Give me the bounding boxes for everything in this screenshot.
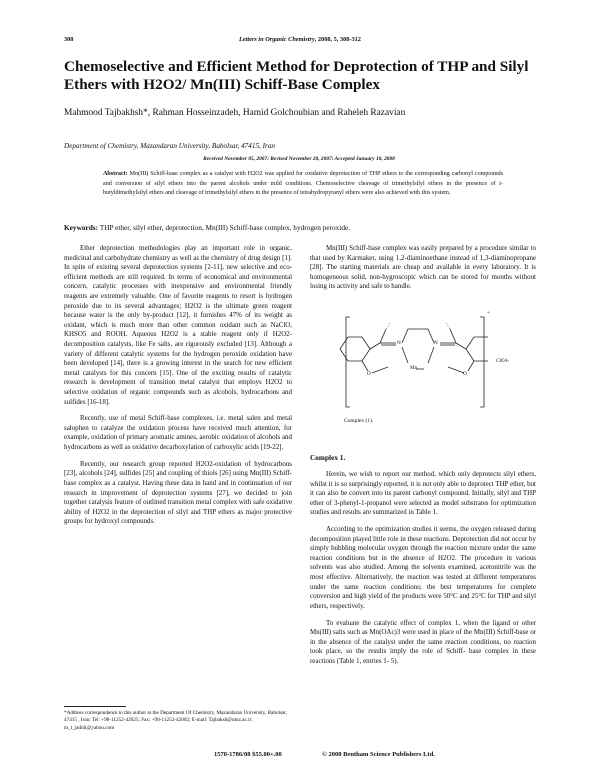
- manganese-label: Mn: [410, 365, 418, 372]
- journal-volume: , 2008, 5, 308-312: [314, 36, 361, 43]
- copyright: © 2008 Bentham Science Publishers Ltd.: [322, 751, 435, 758]
- body-paragraph: According to the optimization studies it seems, the oxygen released during decomposition played little role in these reactions. Deprotection did not occur by simply bubbling molecular oxygen through the reaction mixture under the same reaction conditions but in the absence of H2O2. The procedure in various solvents was also studied. Among the solvents examined, acetonitrile was the most effective. Alternatively, the reaction was tested at different temperatures under the same reaction conditions; the best temperatures for complete conversion and high yield of the products were 50°C and 25°C for THP and silyl ethers, respectively.: [310, 525, 536, 610]
- running-header: [64, 36, 536, 48]
- body-paragraph: Recently, our research group reported H2O2-oxidation of hydrocarbons [23], alcohols [24], sulfides [25] and coupling of thiols [26] using Mn(III) Schiff-base complex as a catalyst. Having these data in hand and in continuation of our research in improvement of deprotection systems [27], we decided to join together catalysis feature of outlined transition metal complex with safe oxidative ability of H2O2 in the deprotection of silyl and THP ethers as major protective groups for hydroxyl compounds.: [64, 459, 292, 526]
- charge-label: +: [487, 310, 490, 317]
- received-dates: Received November 05, 2007: Revised November 20, 2007: Accepted January 10, 2008: [203, 156, 395, 162]
- abstract: [103, 170, 503, 199]
- nitrogen-right-label: N: [434, 340, 438, 347]
- body-paragraph: Ether deprotection methodologies play an important role in organic, medicinal and carbohydrate chemistry as well as the chemistry of drug design [1]. In spite of existing several deprotection systems [2-11], new selective and eco-efficient methods are still required. In terms of economical and environmental concern, catalytic processes with inexpensive and environmental friendly reagents are extremely valuable. One of favorite reagents to resort is hydrogen peroxide due to its several advantages; H2O2 is the ultimate green reagent because water is the only by-product [12], it furnishes 47% of its weight as oxidant, which is much more than other common oxidant such as NaClO, KHSO5 and ROOH. Aqueous H2O2 is a stable reagent only if H2O2- decomposition catalysts, like Fe salts, are rigorously excluded [13]. Although a variety of different catalytic systems for the hydrogen peroxide oxidation have been developed [14], there is a growing interest in the search for new efficient metal catalysts for this concern [15]. One of the exciting results of catalytic research is development of transition metal catalyst that employs H2O2 to selective oxidation of organic compounds such as alcohols, hydrocarbons and sulfides [16-18].: [64, 244, 292, 406]
- paper-title: Chemoselective and Efficient Method for Deprotection of THP and Silyl Ethers with H2O2/ Mn(III) Schiff-Base Complex: [64, 58, 529, 93]
- keywords-text: THP ether, silyl ether, deprotection, Mn(III) Schiff-base complex, hydrogen peroxide.: [99, 223, 351, 232]
- page-footer: [64, 751, 534, 761]
- structure-caption: Complex (1).: [344, 418, 374, 425]
- oxygen-left-label: O: [367, 371, 371, 378]
- affiliation: Department of Chemistry, Mazandaran University, Babolsar, 47415, Iran: [64, 142, 276, 150]
- body-paragraph: To evaluate the catalytic effect of complex 1, when the ligand or other Mn(III) salts such as Mn(OAc)3 were used in place of the Mn(III) Schiff-base or in the absence of the catalyst under the same reaction conditions, no reaction took place, so the results imply the role of Schiff- base complex in these reactions (Table 1, entries 1- 5).: [310, 618, 536, 665]
- right-column: [310, 244, 536, 674]
- left-column: [64, 244, 292, 534]
- oxygen-right-label: O: [463, 371, 467, 378]
- journal-citation: [239, 36, 361, 43]
- page-number: 308: [64, 36, 74, 43]
- nitrogen-left-label: N: [397, 340, 401, 347]
- abstract-label: Abstract:: [103, 171, 128, 177]
- body-paragraph: Recently, use of metal Schiff-base complexes, i.e. metal salen and metal salophen to catalyze the oxidation process have received much attention, for example, oxidation of primary aromatic amines, aerobic oxidation of alcohols and hydrocarbons as well as oxidative decarboxylation of carboxylic acids [19-22].: [64, 414, 292, 452]
- body-paragraph: Herein, we wish to report our method, which only deprotects silyl ethers, whilst it is so surprisingly reported, it is not only able to deprotect THP ether, but it can also be convert into its parent carbonyl compound. Initially, silyl and THP ether of 3-phenyl-1-propanol were selected as model substrates for optimization studies and results are summarized in Table 1.: [310, 469, 536, 517]
- author-list: Mahmood Tajbakhsh*, Rahman Hosseinzadeh, Hamid Golchoubian and Raheleh Razavian: [64, 108, 406, 118]
- correspondence-footnote: *Address correspondence to this author at the Department Of Chemistry, Mazandaran University, Babolsar, 47415 , Iran; Tel: +98-11252-42025; Fax: +98-11252-42002; E-mail: Tajbaksh@umz.ac.ir; m_t_jadidi@yahoo.com: [64, 710, 288, 731]
- body-paragraph: Mn(III) Schiff-base complex was easily prepared by a procedure similar to that used by Karmaker, using 1,2-diaminoethane instead of 1,3-diaminopropane [28]. The starting materials are cheap and available in every laboratory. It is homogeneous solid, non-hygroscopic which can be stored for months without losing its activity and safe to handle.: [310, 244, 536, 291]
- abstract-text: Mn(III) Schiff-base complex as a catalyst with H2O2 was applied for oxidative deprotection of THP ethers to the corresponding carbonyl compounds and conversion of silyl ethers into the parent alcohols under mild conditions. Chemoselective cleavage of trimethylsilyl ethers in the presence of t-butyldimethylsilyl ethers and cleavage of trimethylsilyl ethers in the presence of tetrahydropyranyl ethers were also achieved with this system.: [103, 171, 503, 197]
- keywords-label: Keywords:: [64, 223, 99, 232]
- keywords: [64, 223, 534, 232]
- issn-price: 1570-1786/08 $55.00+.00: [214, 751, 282, 758]
- complex-heading: Complex 1.: [310, 453, 346, 463]
- counter-ion-label: ClO4-: [496, 358, 509, 365]
- complex-structure-figure: [310, 299, 536, 449]
- footnote-divider: [64, 706, 126, 707]
- journal-name: Letters in Organic Chemistry: [239, 36, 315, 43]
